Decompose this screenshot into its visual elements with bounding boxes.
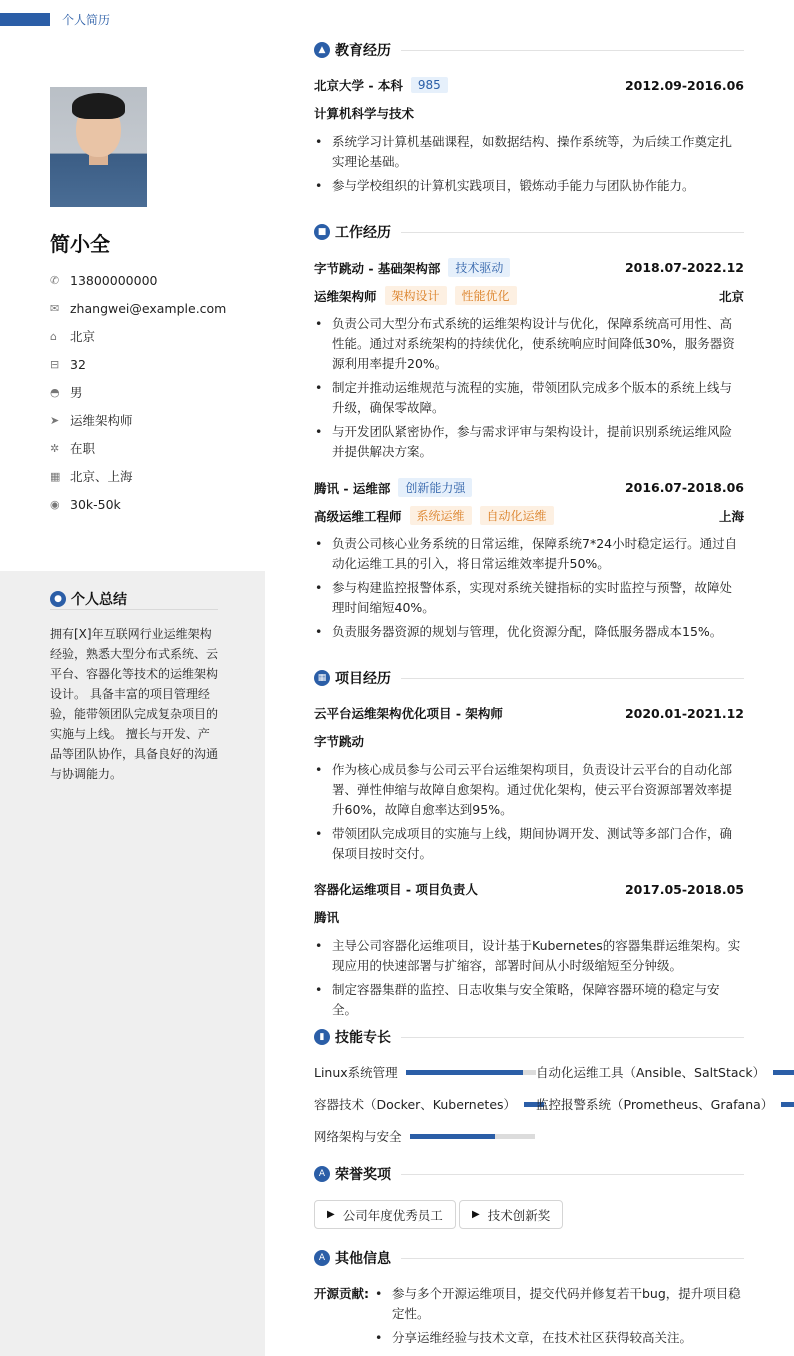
avatar (50, 87, 147, 207)
job-role-row (314, 506, 744, 525)
bar-chart-icon: ▮ (314, 1029, 330, 1045)
role-tag: 系统运维 (410, 506, 472, 525)
graduation-cap-icon: ▲ (314, 42, 330, 58)
projects-heading (314, 668, 744, 688)
education-major-row (314, 104, 744, 122)
project-org: 腾讯 (314, 910, 340, 925)
awards-heading (314, 1164, 744, 1184)
skill-bar (410, 1134, 535, 1139)
work-title: 工作经历 (335, 225, 391, 241)
project-date: 2020.01-2021.12 (624, 705, 744, 721)
skills-title: 技能专长 (335, 1030, 391, 1046)
info-icon: A (314, 1250, 330, 1266)
list-item: • 分享运维经验与技术文章，在技术社区获得较高关注。 (374, 1328, 744, 1348)
contact-info-item (50, 462, 260, 490)
skill-name: 监控报警系统（Prometheus、Grafana） (536, 1097, 774, 1112)
resume-header (0, 0, 265, 40)
play-icon: ▶ (472, 1209, 480, 1220)
list-item: • 参与构建监控报警体系，实现对系统关键指标的实时监控与预警，故障处理时间缩短40%。 (314, 578, 744, 618)
skill-bar-fill (406, 1070, 523, 1075)
section-divider (401, 1037, 744, 1038)
contact-info-list (50, 266, 260, 518)
briefcase-icon: ■ (314, 224, 330, 240)
skill-bar (781, 1102, 794, 1107)
awards-title: 荣誉奖项 (335, 1167, 391, 1183)
project-name: 云平台运维架构优化项目 - 架构师 (314, 706, 503, 721)
education-bullets (314, 132, 744, 200)
contact-info-text: 北京 (70, 329, 96, 344)
education-major: 计算机科学与技术 (314, 106, 415, 121)
projects-title: 项目经历 (335, 671, 391, 687)
education-tag: 985 (411, 77, 448, 93)
project-org: 字节跳动 (314, 734, 365, 749)
skill-bar-fill (773, 1070, 794, 1075)
job-tag: 创新能力强 (398, 478, 472, 497)
other-bullets (374, 1284, 744, 1352)
education-school: 北京大学 - 本科 (314, 78, 403, 93)
header-accent-bar (0, 13, 50, 26)
award-icon: A (314, 1166, 330, 1182)
job-bullets (314, 314, 744, 466)
job-company: 字节跳动 - 基础架构部 (314, 260, 441, 276)
work-heading (314, 222, 744, 242)
education-date: 2012.09-2016.06 (624, 77, 744, 93)
job-company: 腾讯 - 运维部 (314, 480, 391, 496)
skill-item (314, 1127, 535, 1145)
list-item: • 制定容器集群的监控、日志收集与安全策略，保障容器环境的稳定与安全。 (314, 980, 744, 1020)
project-name: 容器化运维项目 - 项目负责人 (314, 882, 478, 897)
project-org-row (314, 732, 744, 750)
award-label: 公司年度优秀员工 (342, 1207, 443, 1223)
project-org-row (314, 908, 744, 926)
award-label: 技术创新奖 (487, 1207, 551, 1223)
skill-bar-fill (410, 1134, 495, 1139)
section-divider (401, 1258, 744, 1259)
job-tag: 技术驱动 (448, 258, 510, 277)
list-item: • 主导公司容器化运维项目，设计基于Kubernetes的容器集群运维架构。实现应用的快速部署与扩缩容，部署时间从小时级缩短至分钟级。 (314, 936, 744, 976)
contact-info-item (50, 406, 260, 434)
list-item: • 参与多个开源运维项目，提交代码并修复若干bug，提升项目稳定性。 (374, 1284, 744, 1324)
list-item: • 参与学校组织的计算机实践项目，锻炼动手能力与团队协作能力。 (314, 176, 744, 196)
grid-icon: ▦ (314, 670, 330, 686)
contact-info-text: 30k-50k (70, 496, 121, 512)
contact-info-text: 在职 (70, 441, 96, 456)
skill-bar (773, 1070, 794, 1075)
section-divider (401, 678, 744, 679)
project-row (314, 704, 744, 722)
list-item: • 作为核心成员参与公司云平台运维架构项目，负责设计云平台的自动化部署、弹性伸缩与故障自愈架构。通过优化架构，使云平台资源部署效率提升60%，故障自愈率达到95%。 (314, 760, 744, 820)
education-heading (314, 40, 744, 60)
job-city: 上海 (718, 508, 744, 524)
project-bullets (314, 936, 744, 1024)
section-divider (401, 232, 744, 233)
skill-item (314, 1095, 546, 1113)
skill-item (536, 1095, 794, 1113)
status-icon: ✲ (50, 441, 60, 455)
skill-name: 容器技术（Docker、Kubernetes） (314, 1097, 517, 1112)
project-date: 2017.05-2018.05 (624, 881, 744, 897)
list-item: • 负责公司核心业务系统的日常运维，保障系统7*24小时稳定运行。通过自动化运维工具的引入，将日常运维效率提升50%。 (314, 534, 744, 574)
job-city: 北京 (718, 288, 744, 304)
skill-name: Linux系统管理 (314, 1065, 398, 1080)
contact-info-text: 运维架构师 (70, 413, 133, 428)
other-heading (314, 1248, 744, 1268)
job-role-row (314, 286, 744, 305)
contact-info-item (50, 490, 260, 518)
section-divider (401, 1174, 744, 1175)
mail-icon: ✉ (50, 301, 60, 315)
building-icon: ▦ (50, 469, 61, 483)
job-date: 2016.07-2018.06 (624, 480, 744, 495)
list-item: • 带领团队完成项目的实施与上线，期间协调开发、测试等多部门合作，确保项目按时交付。 (314, 824, 744, 864)
list-item: • 与开发团队紧密协作，参与需求评审与架构设计，提前识别系统运维风险并提供解决方案。 (314, 422, 744, 462)
project-row (314, 880, 744, 898)
project-bullets (314, 760, 744, 868)
role-tag: 自动化运维 (480, 506, 554, 525)
list-item: • 负责服务器资源的规划与管理，优化资源分配，降低服务器成本15%。 (314, 622, 744, 642)
contact-info-item (50, 294, 260, 322)
role-tag: 架构设计 (385, 286, 447, 305)
age-icon: ⊟ (50, 357, 60, 371)
contact-info-item (50, 322, 260, 350)
job-date: 2018.07-2022.12 (624, 260, 744, 275)
section-divider (401, 50, 744, 51)
salary-icon: ◉ (50, 497, 60, 511)
summary-heading (50, 588, 218, 610)
job-role: 运维架构师 (314, 288, 377, 304)
job-row (314, 478, 744, 497)
list-item: • 系统学习计算机基础课程，如数据结构、操作系统等，为后续工作奠定扎实理论基础。 (314, 132, 744, 172)
skill-name: 网络架构与安全 (314, 1129, 402, 1144)
skill-bar-fill (781, 1102, 794, 1107)
contact-info-item (50, 266, 260, 294)
skill-name: 自动化运维工具（Ansible、SaltStack） (536, 1065, 766, 1080)
contact-info-text: 男 (70, 385, 83, 400)
role-tag: 性能优化 (455, 286, 517, 305)
skills-heading (314, 1027, 744, 1047)
user-icon: ● (50, 591, 66, 607)
header-label: 个人简历 (62, 13, 111, 27)
other-label: 开源贡献: (314, 1286, 369, 1301)
list-item: • 制定并推动运维规范与流程的实施，带领团队完成多个版本的系统上线与升级，确保零故障。 (314, 378, 744, 418)
job-bullets (314, 534, 744, 646)
skill-item (314, 1063, 536, 1081)
profile-name: 简小全 (50, 232, 110, 256)
education-title: 教育经历 (335, 43, 391, 59)
other-title: 其他信息 (335, 1251, 391, 1267)
education-row (314, 76, 744, 94)
job-role: 高级运维工程师 (314, 508, 402, 524)
contact-info-text: zhangwei@example.com (70, 300, 227, 316)
contact-info-text: 13800000000 (70, 272, 158, 288)
award-chip[interactable] (314, 1200, 456, 1229)
award-chip[interactable] (459, 1200, 563, 1229)
home-icon: ⌂ (50, 329, 57, 343)
avatar-hair (72, 93, 125, 119)
phone-icon: ✆ (50, 273, 60, 287)
list-item: • 负责公司大型分布式系统的运维架构设计与优化，保障系统高可用性、高性能。通过对系统架构的持续优化，使系统响应时间降低30%，服务器资源利用率提升20%。 (314, 314, 744, 374)
summary-title: 个人总结 (71, 591, 127, 608)
summary-text: 拥有[X]年互联网行业运维架构经验，熟悉大型分布式系统、云平台、容器化等技术的运维架构设计。 具备丰富的项目管理经验，能带领团队完成复杂项目的实施与上线。 擅长与开发、产品等团队协作，具备良好的沟通与协调能力。 (50, 627, 219, 781)
skill-item (536, 1063, 794, 1081)
skill-bar (406, 1070, 536, 1075)
contact-info-item (50, 378, 260, 406)
send-icon: ➤ (50, 413, 60, 427)
gender-icon: ◓ (50, 385, 60, 399)
contact-info-item (50, 350, 260, 378)
job-row (314, 258, 744, 277)
play-icon: ▶ (327, 1209, 335, 1220)
contact-info-text: 32 (70, 356, 86, 372)
contact-info-item (50, 434, 260, 462)
contact-info-text: 北京、上海 (70, 469, 133, 484)
